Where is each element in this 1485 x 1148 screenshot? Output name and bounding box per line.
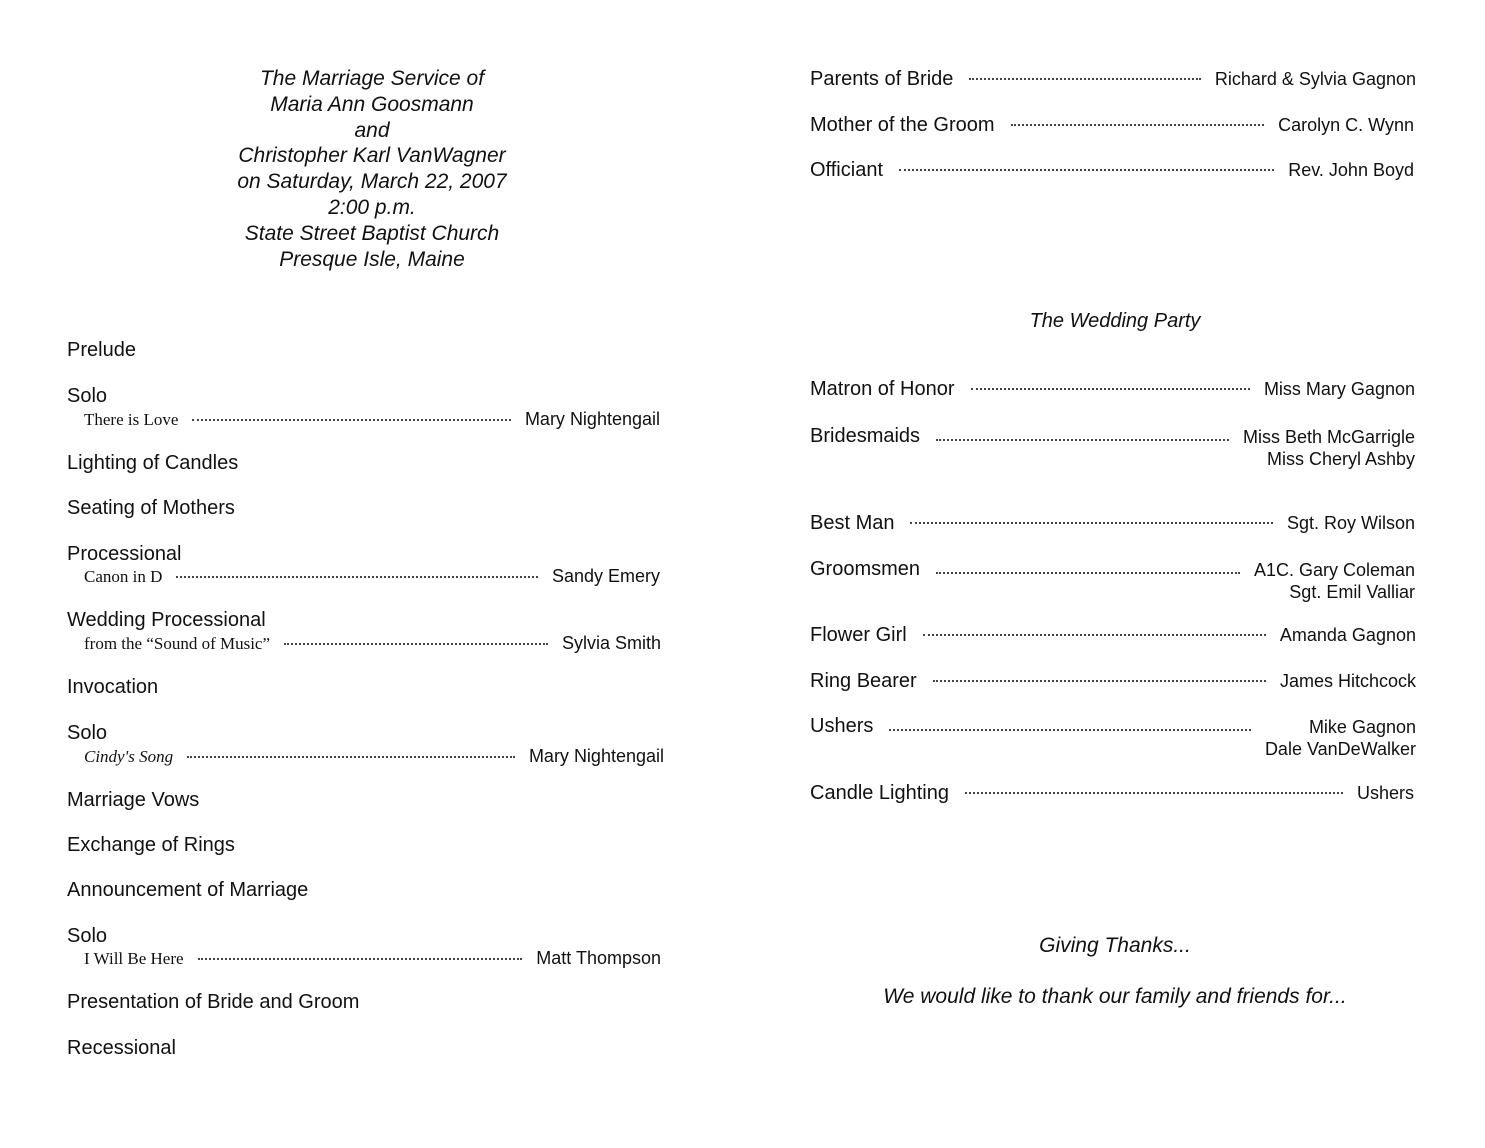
role-row-best-man xyxy=(810,512,1415,535)
role-label: Candle Lighting xyxy=(810,782,949,804)
giving-thanks-heading: Giving Thanks... xyxy=(1039,934,1191,957)
dot-leader xyxy=(969,78,1200,80)
role-row-bridesmaids xyxy=(810,425,1415,470)
role-row-flower-girl xyxy=(810,624,1416,647)
role-label: Ushers xyxy=(810,715,874,737)
person-name: Ushers xyxy=(1356,783,1414,803)
role-label: Matron of Honor xyxy=(810,378,955,400)
role-names xyxy=(1280,624,1416,646)
person-name: Carolyn C. Wynn xyxy=(1278,115,1414,135)
performer-name: Mary Nightengail xyxy=(524,409,660,429)
role-row-officiant xyxy=(810,159,1414,182)
person-name: Sgt. Emil Valliar xyxy=(1289,582,1415,602)
program-sub-solo2 xyxy=(84,746,664,767)
program-sub-solo1 xyxy=(84,409,660,430)
giving-thanks-text: We would like to thank our family and friends for... xyxy=(883,985,1347,1008)
person-name: Richard & Sylvia Gagnon xyxy=(1214,69,1416,89)
role-label: Best Man xyxy=(810,512,895,534)
program-item-wedding-processional: Wedding Processional xyxy=(67,609,266,631)
dot-leader xyxy=(933,680,1266,682)
program-item-exchange-of-rings: Exchange of Rings xyxy=(67,834,235,856)
person-name: Dale VanDeWalker xyxy=(1264,739,1416,759)
person-name: James Hitchcock xyxy=(1279,671,1416,691)
performer-name: Matt Thompson xyxy=(536,948,661,968)
program-item-recessional: Recessional xyxy=(67,1037,176,1059)
person-name: Amanda Gagnon xyxy=(1279,625,1416,645)
person-name: Miss Cheryl Ashby xyxy=(1266,449,1415,469)
program-item-solo: Solo xyxy=(67,722,108,744)
program-sub-wedding-processional xyxy=(84,633,661,654)
dot-leader xyxy=(187,756,515,758)
piece-title: Cindy's Song xyxy=(84,747,174,766)
dot-leader xyxy=(192,419,511,421)
person-name: A1C. Gary Coleman xyxy=(1253,560,1415,580)
program-sub-processional xyxy=(84,566,660,587)
role-names xyxy=(1215,68,1416,90)
dot-leader xyxy=(889,729,1251,731)
header-line: 2:00 p.m. xyxy=(328,195,416,219)
role-row-candle-lighting xyxy=(810,782,1414,805)
role-names xyxy=(1254,559,1415,603)
piece-title: Canon in D xyxy=(84,567,163,586)
dot-leader xyxy=(936,572,1240,574)
header-line: and xyxy=(354,118,390,142)
header-line: on Saturday, March 22, 2007 xyxy=(237,170,507,194)
role-label: Officiant xyxy=(810,159,883,181)
role-label: Mother of the Groom xyxy=(810,114,995,136)
header-line: Christopher Karl VanWagner xyxy=(238,144,506,168)
role-label: Ring Bearer xyxy=(810,670,917,692)
dot-leader xyxy=(965,792,1343,794)
role-names xyxy=(1280,670,1416,692)
program-item-solo: Solo xyxy=(67,925,108,947)
piece-title: from the “Sound of Music” xyxy=(84,634,271,653)
program-item-lighting-of-candles: Lighting of Candles xyxy=(67,452,239,474)
person-name: Sgt. Roy Wilson xyxy=(1286,513,1415,533)
role-row-parents-of-bride xyxy=(810,68,1416,91)
role-row-groomsmen xyxy=(810,558,1415,603)
role-label: Groomsmen xyxy=(810,558,921,580)
dot-leader xyxy=(284,643,548,645)
dot-leader xyxy=(899,169,1274,171)
role-row-ring-bearer xyxy=(810,670,1416,693)
program-item-seating-of-mothers: Seating of Mothers xyxy=(67,497,235,519)
person-name: Mike Gagnon xyxy=(1308,717,1416,737)
program-item-presentation: Presentation of Bride and Groom xyxy=(67,991,360,1013)
program-item-invocation: Invocation xyxy=(67,676,159,698)
program-item-processional: Processional xyxy=(67,543,182,565)
person-name: Miss Mary Gagnon xyxy=(1263,379,1415,399)
dot-leader xyxy=(936,439,1229,441)
performer-name: Sylvia Smith xyxy=(561,633,661,653)
role-row-mother-of-groom xyxy=(810,114,1414,137)
header-line: Maria Ann Goosmann xyxy=(270,92,474,116)
role-names xyxy=(1264,378,1415,400)
person-name: Rev. John Boyd xyxy=(1288,160,1414,180)
role-names xyxy=(1357,782,1414,804)
role-names xyxy=(1278,114,1414,136)
role-label: Flower Girl xyxy=(810,624,907,646)
role-row-matron-of-honor xyxy=(810,378,1415,401)
role-label: Parents of Bride xyxy=(810,68,954,90)
dot-leader xyxy=(923,634,1266,636)
program-sub-solo3 xyxy=(84,948,661,969)
service-header xyxy=(172,66,572,272)
piece-title: There is Love xyxy=(84,410,179,429)
program-item-prelude: Prelude xyxy=(67,339,136,361)
performer-name: Mary Nightengail xyxy=(528,746,664,766)
program-item-solo: Solo xyxy=(67,385,108,407)
header-line: Presque Isle, Maine xyxy=(279,247,465,271)
role-names xyxy=(1265,716,1416,760)
wedding-party-title: The Wedding Party xyxy=(1029,310,1201,332)
dot-leader xyxy=(176,576,538,578)
role-names xyxy=(1243,426,1415,470)
person-name: Miss Beth McGarrigle xyxy=(1242,427,1415,447)
program-item-announcement: Announcement of Marriage xyxy=(67,879,309,901)
role-label: Bridesmaids xyxy=(810,425,921,447)
dot-leader xyxy=(198,958,523,960)
dot-leader xyxy=(971,388,1250,390)
program-item-marriage-vows: Marriage Vows xyxy=(67,789,200,811)
header-line: The Marriage Service of xyxy=(259,67,485,90)
dot-leader xyxy=(1011,124,1265,126)
header-line: State Street Baptist Church xyxy=(244,221,500,245)
role-names xyxy=(1287,512,1415,534)
performer-name: Sandy Emery xyxy=(551,566,660,586)
piece-title: I Will Be Here xyxy=(84,949,184,968)
role-names xyxy=(1288,159,1414,181)
dot-leader xyxy=(910,522,1272,524)
role-row-ushers xyxy=(810,715,1416,760)
